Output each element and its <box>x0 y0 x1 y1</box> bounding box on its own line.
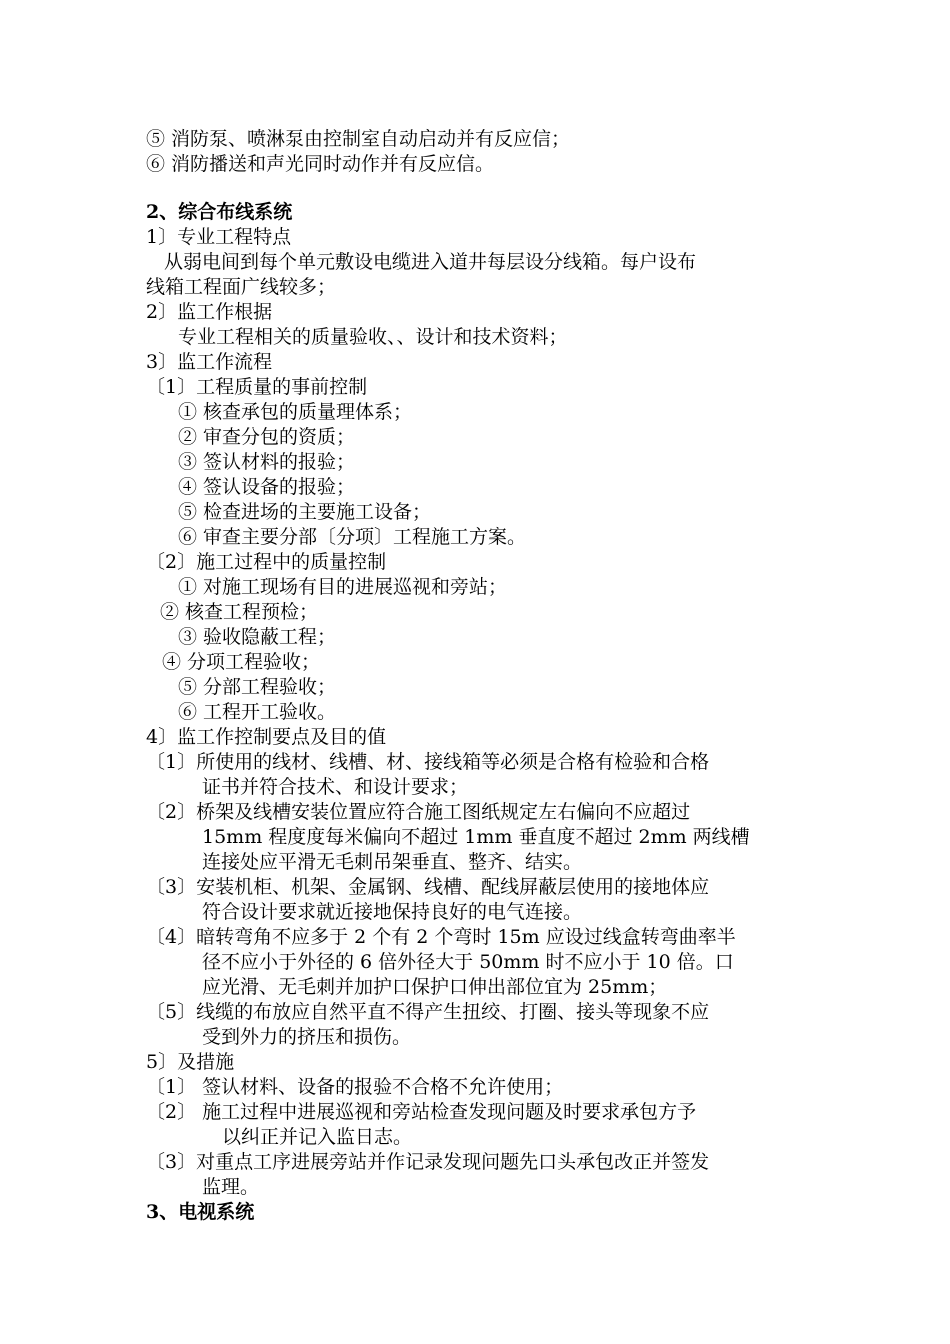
list-item-continuation: 径不应小于外径的 6 倍外径大于 50mm 时不应小于 10 倍。口 <box>202 951 734 973</box>
list-item: ⑤ 分部工程验收； <box>178 676 337 698</box>
list-item: 〔1〕 签认材料、设备的报验不合格不允许使用； <box>146 1076 564 1098</box>
subsection-heading: 1〕专业工程特点 <box>146 226 292 248</box>
text-line: 从弱电间到每个单元敷设电缆进入道井每层设分线箱。每户设布 <box>164 251 697 273</box>
list-item-continuation: 连接处应平滑无毛刺吊架垂直、整齐、结实。 <box>202 851 583 873</box>
list-item-continuation: 15mm 程度度每米偏向不超过 1mm 垂直度不超过 2mm 两线槽 <box>202 826 750 848</box>
list-item: ⑥ 审查主要分部〔分项〕工程施工方案。 <box>178 526 527 548</box>
subsection-heading: 4〕监工作控制要点及目的值 <box>146 726 387 748</box>
list-item: ③ 签认材料的报验； <box>178 451 356 473</box>
list-item-continuation: 应光滑、无毛刺并加护口保护口伸出部位宜为 25mm； <box>202 976 668 998</box>
list-item: ⑥ 工程开工验收。 <box>178 701 337 723</box>
list-item: ⑤ 检查进场的主要施工设备； <box>178 501 432 523</box>
list-item: 〔1〕所使用的线材、线槽、材、接线箱等必须是合格有检验和合格 <box>146 751 710 773</box>
list-item: ① 核查承包的质量理体系； <box>178 401 413 423</box>
list-item: 〔5〕线缆的布放应自然平直不得产生扭绞、打圈、接头等现象不应 <box>146 1001 710 1023</box>
subsection-heading: 2〕监工作根据 <box>146 301 273 323</box>
text-line: 线箱工程面广线较多； <box>146 276 337 298</box>
text-line: ⑥ 消防播送和声光同时动作并有反应信。 <box>146 153 495 175</box>
list-item: 〔3〕安装机柜、机架、金属钢、线槽、配线屏蔽层使用的接地体应 <box>146 876 710 898</box>
list-item: ③ 验收隐蔽工程； <box>178 626 337 648</box>
list-item-continuation: 监理。 <box>202 1176 260 1198</box>
list-item: 〔3〕对重点工序进展旁站并作记录发现问题先口头承包改正并签发 <box>146 1151 710 1173</box>
list-item: ② 审查分包的资质； <box>178 426 356 448</box>
list-item-continuation: 以纠正并记入监日志。 <box>222 1126 413 1148</box>
text-line: ⑤ 消防泵、喷淋泵由控制室自动启动并有反应信； <box>146 128 571 150</box>
subsection-heading: 5〕及措施 <box>146 1051 235 1073</box>
section-heading: 2、综合布线系统 <box>146 201 293 223</box>
list-item: 〔2〕 施工过程中进展巡视和旁站检查发现问题及时要求承包方予 <box>146 1101 697 1123</box>
subsection-heading: 3〕监工作流程 <box>146 351 273 373</box>
section-heading: 3、电视系统 <box>146 1201 255 1223</box>
list-item: ④ 分项工程验收； <box>162 651 321 673</box>
list-item: 〔2〕桥架及线槽安装位置应符合施工图纸规定左右偏向不应超过 <box>146 801 691 823</box>
list-item-continuation: 符合设计要求就近接地保持良好的电气连接。 <box>202 901 583 923</box>
list-item: ④ 签认设备的报验； <box>178 476 356 498</box>
list-heading: 〔2〕施工过程中的质量控制 <box>146 551 387 573</box>
list-item-continuation: 证书并符合技术、和设计要求； <box>202 776 469 798</box>
list-item: ① 对施工现场有目的进展巡视和旁站； <box>178 576 508 598</box>
list-heading: 〔1〕工程质量的事前控制 <box>146 376 368 398</box>
list-item-continuation: 受到外力的挤压和损伤。 <box>202 1026 412 1048</box>
list-item: ② 核查工程预检； <box>160 601 319 623</box>
text-line: 专业工程相关的质量验收、、设计和技术资料； <box>178 326 568 348</box>
list-item: 〔4〕暗转弯角不应多于 2 个有 2 个弯时 15m 应设过线盒转弯曲率半 <box>146 926 736 948</box>
